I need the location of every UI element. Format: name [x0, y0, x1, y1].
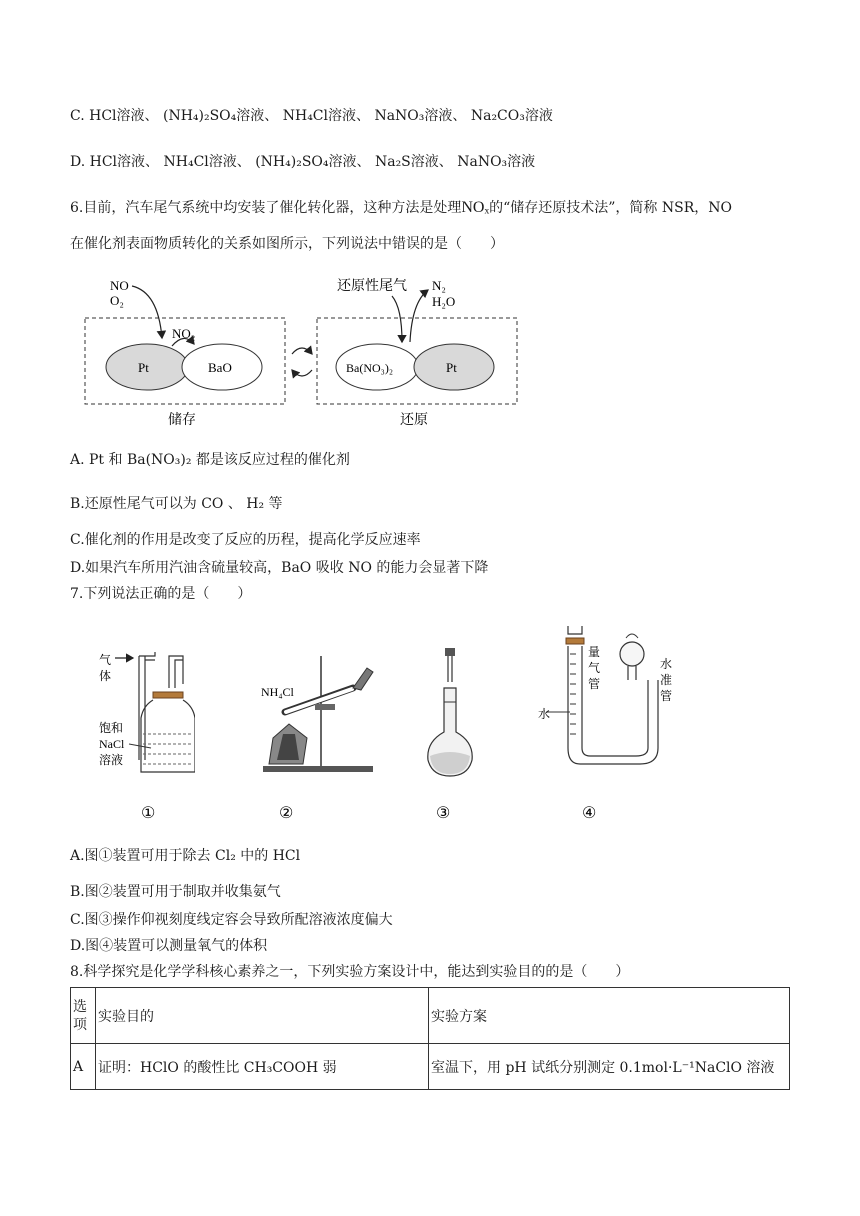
q7-option-d: D.图④装置可以测量氧气的体积 — [70, 938, 268, 954]
q7-option-c: C.图③操作仰视刻度线定容会导致所配溶液浓度偏大 — [70, 912, 393, 928]
ba-nitrate-label: Ba(NO₃)₂ — [346, 361, 394, 375]
figure-2-nh4cl-heating — [255, 648, 385, 828]
table-row — [71, 1044, 790, 1090]
formula-nox: NOₓ — [461, 199, 490, 216]
gas-label-b: 体 — [99, 669, 112, 683]
store-label: 储存 — [168, 412, 196, 428]
level-label-a: 水 — [660, 657, 673, 671]
reducing-gas-label: 还原性尾气 — [337, 278, 407, 294]
option-item: NaNO₃溶液、 — [374, 108, 467, 124]
q5-option-c — [70, 106, 553, 126]
option-item: NH₄Cl溶液、 — [163, 154, 251, 170]
option-item: (NH₄)₂SO₄溶液、 — [162, 108, 279, 124]
header-goal: 实验目的 — [96, 988, 429, 1044]
q7-option-b: B.图②装置可用于制取并收集氨气 — [70, 884, 281, 900]
cycle-arrow-bottom — [292, 370, 312, 376]
option-item: NaNO₃溶液 — [457, 154, 536, 170]
pt-right-label: Pt — [446, 360, 457, 375]
gas-label-a: 气 — [99, 653, 112, 667]
option-item: NH₄Cl溶液、 — [282, 108, 370, 124]
level-label-c: 管 — [660, 689, 673, 703]
figure-3-volumetric-flask — [420, 648, 480, 828]
output-arrow — [410, 290, 428, 342]
tube-label-c: 管 — [588, 677, 601, 691]
cycle-arrow-top — [292, 348, 312, 354]
header-plan: 实验方案 — [429, 988, 790, 1044]
option-item: Na₂CO₃溶液 — [470, 108, 553, 124]
option-item: Na₂S溶液、 — [374, 154, 453, 170]
output-n2: N₂ — [432, 278, 446, 293]
q6-option-a: A. Pt 和 Ba(NO₃)₂ 都是该反应过程的催化剂 — [70, 452, 350, 468]
table-header-row — [71, 988, 790, 1044]
q6-option-d: D.如果汽车所用汽油含硫量较高，BaO 吸收 NO 的能力会显著下降 — [70, 560, 489, 576]
nh4cl-label: NH₄Cl — [261, 685, 294, 699]
option-item: HCl溶液、 — [89, 154, 160, 170]
row-plan: 室温下，用 pH 试纸分别测定 0.1mol·L⁻¹NaClO 溶液 — [429, 1044, 790, 1090]
stem-text: 的“储存还原技术法”，简称 NSR，NO — [489, 200, 732, 216]
figure-1-wash-bottle — [95, 648, 195, 828]
nsr-diagram — [80, 272, 530, 432]
reduce-label: 还原 — [400, 412, 428, 428]
solution-label-b: NaCl — [99, 737, 125, 751]
q6-option-b: B.还原性尾气可以为 CO 、 H₂ 等 — [70, 496, 283, 512]
q5-option-d — [70, 152, 535, 172]
q7-stem: 7.下列说法正确的是（ ） — [70, 586, 252, 602]
q7-option-a: A.图①装置可用于除去 Cl₂ 中的 HCl — [70, 848, 301, 864]
header-option: 选项 — [71, 988, 96, 1044]
q8-table — [70, 987, 790, 1090]
input-no: NO — [110, 278, 129, 293]
option-prefix: D. — [70, 154, 86, 170]
input-arrow — [132, 286, 162, 338]
stem-text: 6.目前，汽车尾气系统中均安装了催化转化器，这种方法是处理 — [70, 200, 462, 216]
figure-4-gas-burette — [530, 620, 690, 830]
output-h2o: H₂O — [432, 294, 456, 309]
pt-left-label: Pt — [138, 360, 149, 375]
bao-label: BaO — [208, 360, 232, 375]
q6-stem-line2: 在催化剂表面物质转化的关系如图所示，下列说法中错误的是（ ） — [70, 236, 504, 252]
q6-stem-line1 — [70, 198, 732, 218]
solution-label-c: 溶液 — [99, 753, 124, 767]
row-option: A — [71, 1044, 96, 1090]
level-label-b: 准 — [660, 673, 673, 687]
water-label: 水 — [538, 707, 551, 721]
q6-option-c: C.催化剂的作用是改变了反应的历程，提高化学反应速率 — [70, 532, 421, 548]
figure-number: ③ — [436, 805, 451, 822]
input-o2: O₂ — [110, 293, 124, 308]
q8-stem: 8.科学探究是化学学科核心素养之一，下列实验方案设计中，能达到实验目的的是（ ） — [70, 964, 630, 980]
option-item: HCl溶液、 — [89, 108, 159, 124]
figure-number: ② — [279, 805, 294, 822]
figure-number: ④ — [582, 805, 597, 822]
tube-label-a: 量 — [588, 645, 601, 659]
tube-label-b: 气 — [588, 661, 601, 675]
solution-label-a: 饱和 — [99, 721, 124, 735]
option-item: (NH₄)₂SO₄溶液、 — [255, 154, 371, 170]
row-goal: 证明：HClO 的酸性比 CH₃COOH 弱 — [96, 1044, 429, 1090]
figure-number: ① — [141, 805, 156, 822]
reducing-arrow — [392, 296, 402, 342]
option-prefix: C. — [70, 108, 85, 124]
mid-no2: NO₂ — [172, 326, 196, 341]
